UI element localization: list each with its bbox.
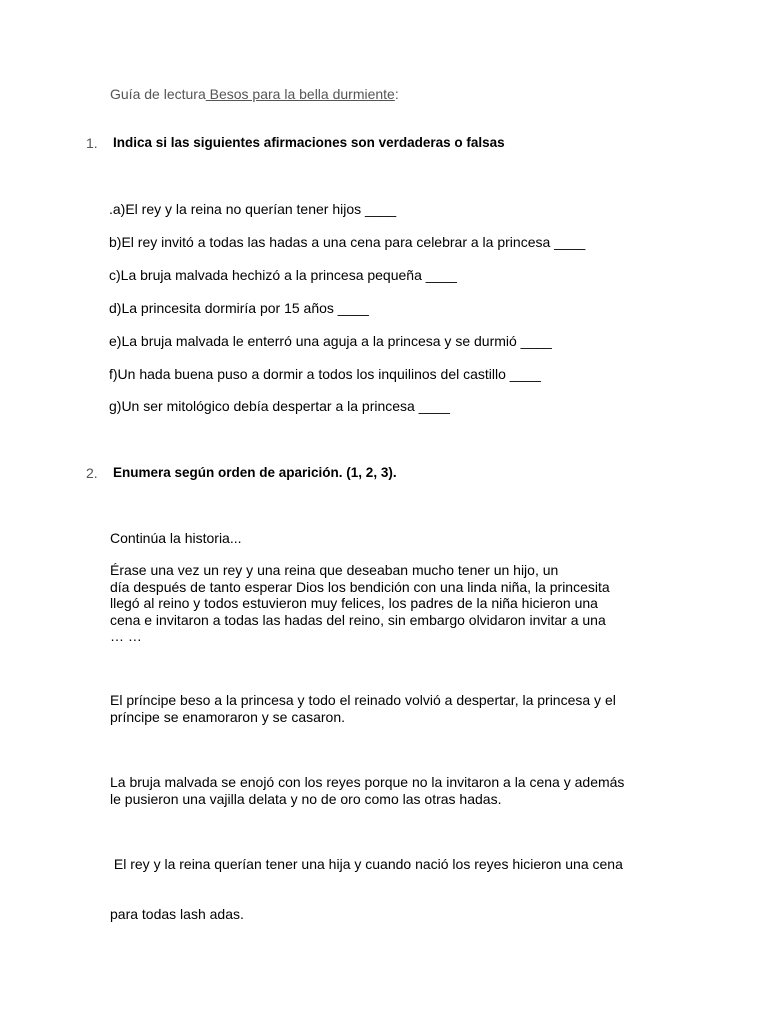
statement-b: b)El rey invitó a todas las hadas a una cena para celebrar a la princesa ____ (109, 234, 586, 250)
story-line: Érase una vez un rey y una reina que deseaban mucho tener un hijo, un (110, 562, 559, 578)
title-suffix: : (394, 86, 399, 102)
continue-story-heading: Continúa la historia... (110, 530, 242, 546)
question-2-text: Enumera según orden de aparición. (1, 2, 3). (113, 465, 397, 480)
statement-a: .a)El rey y la reina no querían tener hijos ____ (109, 201, 397, 217)
question-2-number: 2. (86, 465, 98, 481)
question-1-number: 1. (86, 135, 98, 151)
title-prefix: Guía de lectura (110, 86, 206, 102)
paragraph-line: El príncipe beso a la princesa y todo el reinado volvió a despertar, la princesa y el (110, 692, 616, 708)
story-line: … … (110, 628, 142, 644)
statement-e: e)La bruja malvada le enterró una aguja a la princesa y se durmió ____ (109, 333, 552, 349)
event-paragraph-1 (110, 692, 670, 725)
statement-d: d)La princesita dormiría por 15 años ____ (109, 300, 369, 316)
book-title: Besos para la bella durmiente (205, 86, 395, 102)
paragraph-line: para todas lash adas. (110, 905, 244, 922)
paragraph-line: le pusieron una vajilla delata y no de oro como las otras hadas. (110, 790, 502, 807)
paragraph-line: La bruja malvada se enojó con los reyes porque no la invitaron a la cena y además (110, 774, 625, 790)
statement-f: f)Un hada buena puso a dormir a todos los inquilinos del castillo ____ (109, 366, 541, 382)
document-title (110, 86, 399, 102)
story-line: cena e invitaron a todas las hadas del reino, sin embargo olvidaron invitar a una (110, 611, 606, 628)
story-paragraph (110, 562, 670, 645)
event-paragraph-3 (110, 823, 670, 955)
story-line: día después de tanto esperar Dios los bendición con una linda niña, la princesita (110, 578, 610, 595)
event-paragraph-2 (110, 774, 670, 807)
paragraph-line: El rey y la reina querían tener una hija y cuando nació los reyes hicieron una cena (110, 856, 623, 872)
question-1-text: Indica si las siguientes afirmaciones son verdaderas o falsas (113, 135, 505, 150)
story-line: llegó al reino y todos estuvieron muy felices, los padres de la niña hicieron una (110, 595, 598, 611)
statement-g: g)Un ser mitológico debía despertar a la princesa ____ (109, 398, 450, 414)
statement-c: c)La bruja malvada hechizó a la princesa pequeña ____ (109, 267, 457, 283)
paragraph-line: príncipe se enamoraron y se casaron. (110, 708, 346, 725)
